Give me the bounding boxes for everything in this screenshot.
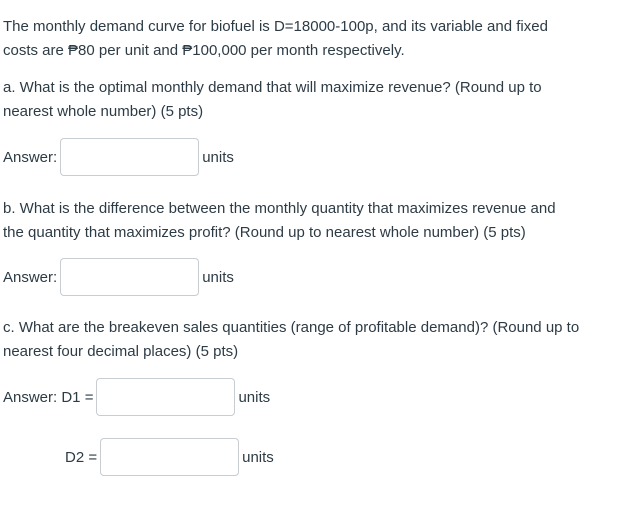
answer-d2-label: D2 =: [65, 448, 98, 466]
answer-d1-row: [3, 378, 270, 416]
problem-statement-line-2: costs are ₱80 per unit and ₱100,000 per month respectively.: [3, 42, 405, 59]
question-a-line-2: nearest whole number) (5 pts): [3, 103, 204, 120]
question-c-line-2: nearest four decimal places) (5 pts): [3, 343, 239, 360]
answer-a-input[interactable]: [60, 138, 199, 176]
question-b-text: [3, 197, 615, 245]
answer-b-label: Answer:: [3, 268, 58, 286]
answer-d2-unit: units: [242, 448, 274, 466]
answer-b-input[interactable]: [60, 258, 199, 296]
question-c-text: [3, 316, 615, 364]
question-b-line-1: b. What is the difference between the monthly quantity that maximizes revenue and: [3, 200, 556, 217]
question-a-text: [3, 76, 615, 124]
question-a-line-1: a. What is the optimal monthly demand that will maximize revenue? (Round up to: [3, 79, 542, 96]
answer-a-unit: units: [202, 148, 234, 166]
answer-a-row: [3, 138, 234, 176]
answer-d1-input[interactable]: [96, 378, 235, 416]
answer-b-row: [3, 258, 234, 296]
answer-b-unit: units: [202, 268, 234, 286]
question-b-line-2: the quantity that maximizes profit? (Round up to nearest whole number) (5 pts): [3, 224, 526, 241]
answer-d1-label: Answer: D1 =: [3, 388, 94, 406]
answer-d2-row: [65, 438, 274, 476]
question-c-line-1: c. What are the breakeven sales quantities (range of profitable demand)? (Round up to: [3, 319, 580, 336]
answer-d2-input[interactable]: [100, 438, 239, 476]
problem-statement-line-1: The monthly demand curve for biofuel is D=18000-100p, and its variable and fixed: [3, 18, 548, 35]
answer-a-label: Answer:: [3, 148, 58, 166]
answer-d1-unit: units: [238, 388, 271, 406]
problem-statement: [3, 15, 615, 63]
